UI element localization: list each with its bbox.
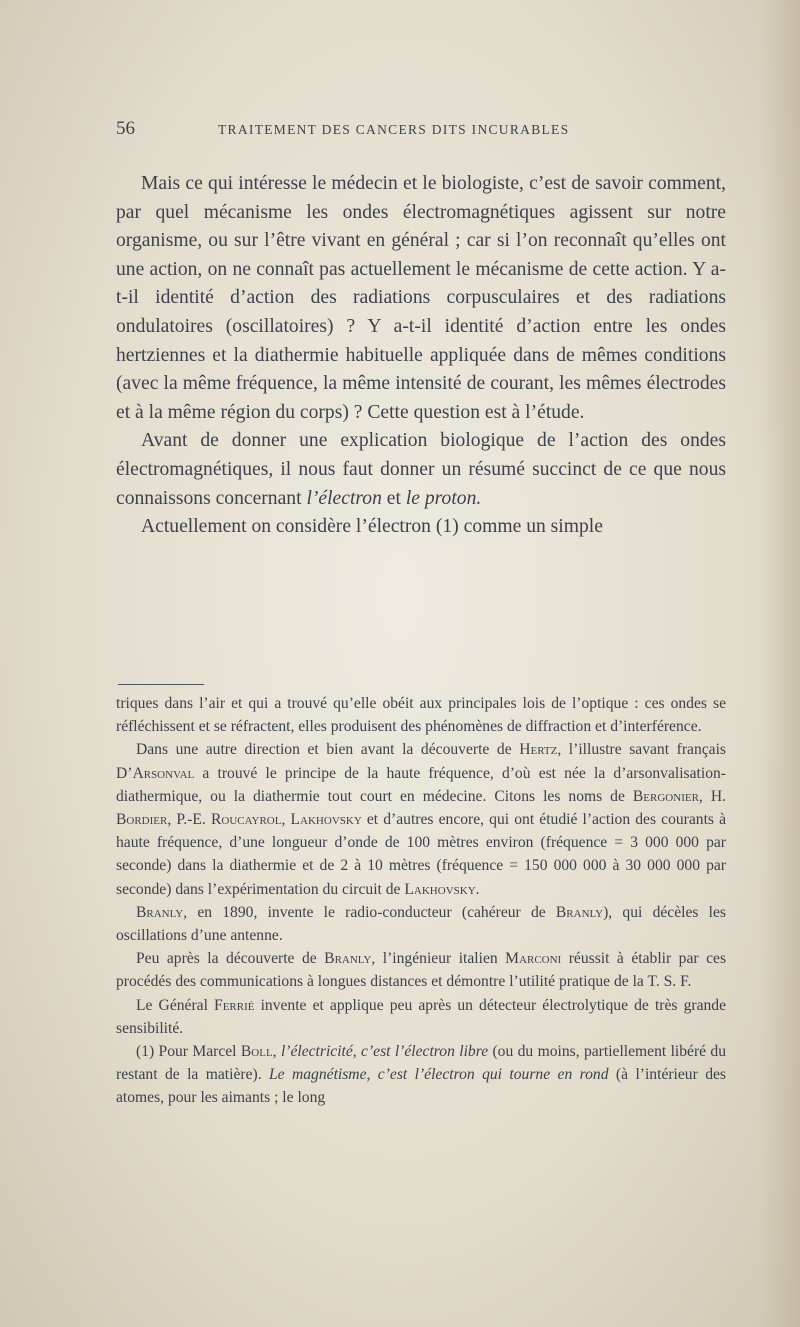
paragraph-2-text: Avant de donner une explication biologique de l’action des ondes électromagnétiques, il nous faut donner un résumé succinct de ce que nous connaissons concernant [116,430,726,509]
footnote-text: ), qui décèles les oscillations d’une antenne. [116,903,726,945]
name-arsonval: Arsonval [132,764,195,782]
footnote-1 [116,1040,726,1110]
footnote-text: réussit à établir par ces procédés des communications à longues distances et démontre l’utilité pratique de la T. S. F. [116,950,727,991]
page-header [116,118,716,140]
footnotes [116,692,726,1110]
main-text [116,170,726,542]
paragraph-1: Mais ce qui intéresse le médecin et le biologiste, c’est de savoir comment, par quel mécanisme les ondes électromagnétiques agissent sur notre organisme, ou sur l’être vivant en général ; car si l’on reconnaît qu’elles ont une action, on ne connaît pas actuellement le mécanisme de cette action. Y a-t-il identité d’action des radiations corpusculaires et des radiations ondulatoires (oscillatoires) ? Y a-t-il identité d’action entre les ondes hertziennes et la diathermie habituelle appliquée dans de mêmes conditions (avec la même fréquence, la même intensité de courant, les mêmes électrodes et à la même région du corps) ? Cette question est à l’étude. [116,173,726,423]
name-branly: Branly [136,903,184,921]
footnote-text: et d’autres encore, qui ont étudié l’action des courants à haute fréquence, d’une longueur d’onde de 100 mètres environ (fréquence = 3 000 000 par seconde) dans la diathermie et de 2 à 10 mètres (fréquence = 150 000 000 à 30 000 000 par seconde) dans l’expérimentation du circuit de [116,811,727,898]
footnote-text: , H. [698,787,726,805]
paragraph-2-connector: et [381,487,406,509]
footnote-text: Dans une autre direction et bien avant la découverte de [136,741,520,759]
term-electron: l’électron [306,487,382,509]
footnote-text: , P.-E. [167,811,211,829]
name-hertz: Hertz [519,741,558,759]
running-title: TRAITEMENT DES CANCERS DITS INCURABLES [218,122,570,137]
footnote-text: , [272,1043,281,1061]
quote-magnetisme: Le magnétisme, c’est l’électron qui tourne en rond [269,1066,609,1084]
footnote-text: (à l’intérieur des atomes, pour les aimants ; le long [116,1066,726,1107]
name-lakhovsky: Lakhovsky [404,880,476,898]
footnote-text: , en 1890, invente le radio-conducteur (cahéreur de [183,903,556,921]
footnote-text: , l’illustre savant français D’ [116,741,726,782]
name-marconi: Marconi [505,950,562,968]
footnote-text: Peu après la découverte de [136,950,325,968]
footnote-text: (ou du moins, partiellement libéré du restant de la matière). [116,1043,727,1084]
name-branly: Branly [324,950,372,968]
footnote-rule [118,684,204,685]
footnote-text: , [281,811,291,829]
page-number: 56 [116,118,135,139]
name-branly: Branly [555,903,604,921]
footnote-paragraph-ferrie [116,994,726,1040]
footnote-paragraph-arsonval [116,738,726,900]
footnote-text: Le Général [136,996,215,1014]
name-ferrie: Ferrié [214,996,255,1014]
footnote-paragraph-marconi [116,947,726,993]
footnote-paragraph-branly [116,901,726,947]
footnote-text: . [475,880,480,898]
name-lakhovsky: Lakhovsky [290,811,362,829]
footnote-continuation: triques dans l’air et qui a trouvé qu’elle obéit aux principales lois de l’optique : ces ondes se réfléchissent et se réfractent, elles produisent des phénomènes de diffraction et d’interférence. [116,695,726,736]
name-boll: Boll [240,1043,273,1061]
page-edge-shadow [760,0,800,1327]
paragraph-3: Actuellement on considère l’électron (1) comme un simple [141,516,603,538]
footnote-text: invente et applique peu après un détecteur électrolytique de très grande sensibilité. [116,996,727,1037]
footnote-text: a trouvé le principe de la haute fréquence, d’où est née la d’arsonvalisation-diathermique, ou la diathermie tout court en médecine. Citons les noms de [116,764,726,805]
name-roucayrol: Roucayrol [210,811,282,829]
paragraph-2 [116,427,726,513]
term-proton: le proton. [405,487,482,509]
quote-electricite: l’électricité, c’est l’électron libre [280,1043,489,1061]
name-bergonier: Bergonier [632,787,699,805]
name-bordier: Bordier [116,811,168,829]
footnote-text: , l’ingénieur italien [371,950,506,968]
footnote-text: (1) Pour Marcel [136,1043,241,1061]
